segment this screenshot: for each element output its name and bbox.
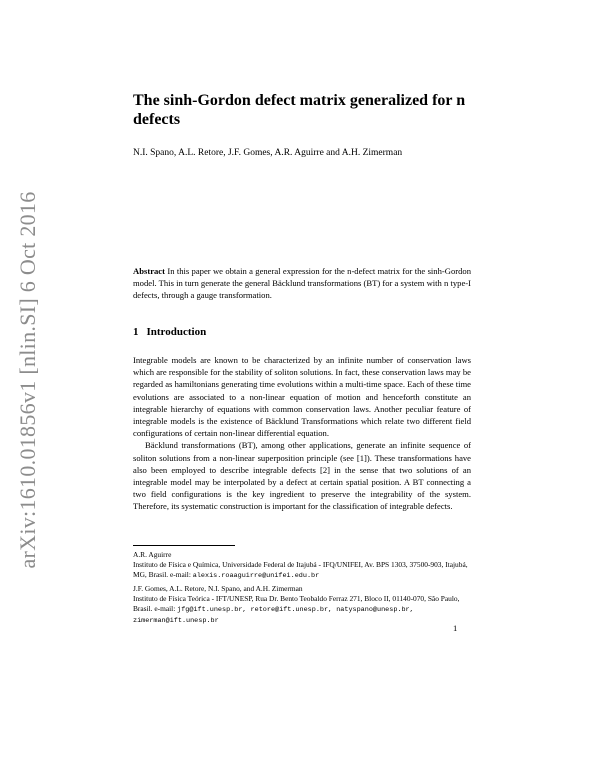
affiliation-2 [133,584,473,626]
affiliation-name: J.F. Gomes, A.L. Retore, N.I. Spano, and A.H. Zimerman [133,584,303,593]
arxiv-identifier-stamp: arXiv:1610.01856v1 [nlin.SI] 6 Oct 2016 [15,191,40,569]
affiliation-email[interactable]: jfg@ift.unesp.br, retore@ift.unesp.br, natyspano@unesp.br, zimerman@ift.unesp.br [133,606,414,625]
section-number: 1 [133,326,139,338]
section-heading [133,326,214,338]
footnote-rule [133,545,235,546]
page-number: 1 [453,623,458,633]
affiliation-email[interactable]: alexis.roaaguirre@unifei.edu.br [192,572,320,580]
abstract-text: In this paper we obtain a general expression for the n-defect matrix for the sinh-Gordon model. This in turn generate the general Bäcklund transformations (BT) for a system with n type-I defects, through a gauge transformation. [133,266,472,300]
paragraph-2: Bäcklund transformations (BT), among other applications, generate an infinite sequence of soliton solutions from a non-linear superposition principle (see [1]). These transformations have also been employed to describe integrable defects [2] in the sense that two solutions of an integrable model may be interpolated by a defect at certain spatial position. A BT connecting a two field configurations is the key ingredient to preserve the integrability of the system. Therefore, its systematic construction is important for the classification of integrable defects. [133,440,471,512]
author-list: N.I. Spano, A.L. Retore, J.F. Gomes, A.R. Aguirre and A.H. Zimerman [133,148,403,158]
paragraph-1: Integrable models are known to be characterized by an infinite number of conservation laws which are responsible for the stability of soliton solutions. In fact, these conservation laws may be regarded as hamiltonians generating time evolutions within a multi-time space. Each of these time evolutions are associated to a non-linear equation of motion and henceforth constitute an integrable hierarchy of equations with common conservation laws. Another peculiar feature of integrable models is the existence of Bäcklund Transformations which relate two different field configurations of certain non-linear differential equation. [133,355,471,439]
paper-title: The sinh-Gordon defect matrix generalized for n defects [133,92,466,128]
affiliation-1 [133,550,473,581]
affiliation-address: Instituto de Física e Química, Universidade Federal de Itajubá - IFQ/UNIFEI, Av. BPS 1303, 37500-903, Itajubá, MG, Brasil. e-mail: alexis.roaaguirre@unifei.edu.br [133,560,468,580]
section-title: Introduction [146,326,207,338]
section-body [133,354,471,513]
abstract-label: Abstract [133,266,165,276]
abstract [133,265,471,301]
affiliation-address: Instituto de Física Teórica - IFT/UNESP, Rua Dr. Bento Teobaldo Ferraz 271, Bloco II, 01140-070, São Paulo, Brasil. e-mail: jfg@ift.unesp.br, retore@ift.unesp.br, natyspano@unesp.br, zimerman@ift.unesp.br [133,594,460,625]
affiliation-name: A.R. Aguirre [133,550,172,559]
